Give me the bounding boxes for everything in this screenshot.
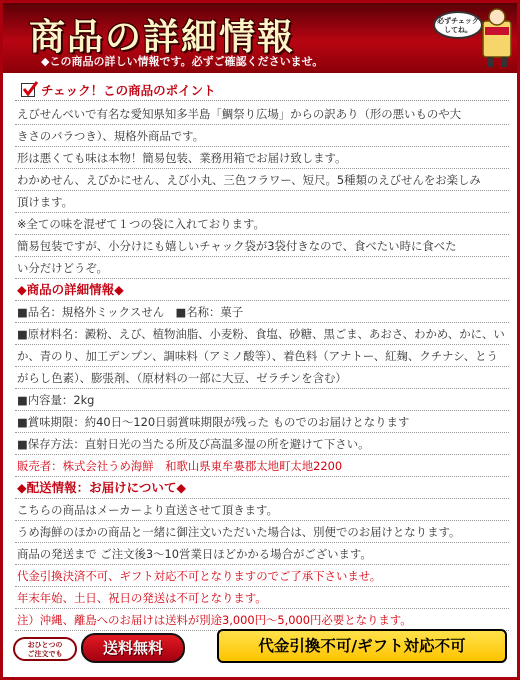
points-line: きさのバラつき）、規格外商品です。 [15, 125, 509, 147]
details-title: ◆商品の詳細情報◆ [15, 279, 509, 301]
points-line: 頂けます。 [15, 191, 509, 213]
shipping-line: 商品の発送まで ご注文後3～10営業日ほどかかる場合がございます。 [15, 543, 509, 565]
page-title: 商品の詳細情報 [29, 16, 296, 58]
points-line: い分だけどうぞ。 [15, 257, 509, 279]
shipping-warning: 代金引換決済不可、ギフト対応不可となりますのでご了承下さいませ。 [15, 565, 509, 587]
details-line: ■品名：規格外ミックスせん ■名称：菓子 [15, 301, 509, 323]
details-line: ■保存方法：直射日光の当たる所及び高温多湿の所を避けて下さい。 [15, 433, 509, 455]
mascot-icon [479, 7, 515, 69]
shipping-title: ◆配送情報：お届けについて◆ [15, 477, 509, 499]
details-line: か、青のり、加工デンプン、調味料（アミノ酸等）、着色料（アナトー、紅麹、クチナシ、とう [15, 345, 509, 367]
details-line: ■内容量：2kg [15, 389, 509, 411]
seller-info: 販売者：株式会社うめ海鮮 和歌山県東牟婁郡太地町太地2200 [15, 455, 509, 477]
points-line: 形は悪くても味は本物！簡易包装、業務用箱でお届け致します。 [15, 147, 509, 169]
points-line: えびせんべいで有名な愛知県知多半島「鯛祭り広場」からの訳あり（形の悪いものや大 [15, 103, 509, 125]
details-line: がらし色素）、膨張剤、（原材料の一部に大豆、ゼラチンを含む） [15, 367, 509, 389]
badge-line-2: ご注文でも [27, 650, 63, 658]
payment-notice-badge: 代金引換不可/ギフト対応不可 [217, 629, 507, 663]
content-area [15, 79, 509, 631]
points-heading [15, 79, 509, 101]
shipping-warning: 年末年始、土日、祝日の発送は不可となります。 [15, 587, 509, 609]
checkbox-icon [21, 83, 35, 97]
shipping-line: こちらの商品はメーカーより直送させて頂きます。 [15, 499, 509, 521]
details-line: ■原材料名：澱粉、えび、植物油脂、小麦粉、食塩、砂糖、黒ごま、あおさ、わかめ、かに、い [15, 323, 509, 345]
footer-badges [11, 625, 511, 665]
bubble-line-2: してね。 [444, 26, 472, 34]
speech-bubble [433, 11, 483, 39]
header-banner [3, 3, 517, 73]
details-line: ■賞味期限：約40日～120日弱賞味期限が残った ものでのお届けとなります [15, 411, 509, 433]
points-line: 簡易包装ですが、小分けにも嬉しいチャック袋が3袋付きなので、食べたい時に食べた [15, 235, 509, 257]
header-subtitle: ◆この商品の詳しい情報です。必ずご確認くださいませ。 [41, 55, 324, 68]
shipping-line: うめ海鮮のほかの商品と一緒に御注文いただいた場合は、別便でのお届けとなります。 [15, 521, 509, 543]
free-shipping-badge: 送料無料 [81, 633, 185, 663]
badge-line-1: おひとつの [27, 641, 63, 649]
single-order-badge [13, 637, 77, 661]
points-title: チェック！この商品のポイント [41, 82, 216, 98]
points-line: わかめせん、えびかにせん、えび小丸、三色フラワー、短尺。5種類のえびせんをお楽しみ [15, 169, 509, 191]
points-line: ※全ての味を混ぜて１つの袋に入れております。 [15, 213, 509, 235]
bubble-line-1: 必ずチェック [437, 17, 479, 25]
shipping-warning: 注）沖縄、離島へのお届けは送料が別途3,000円～5,000円必要となります。 [15, 609, 509, 631]
